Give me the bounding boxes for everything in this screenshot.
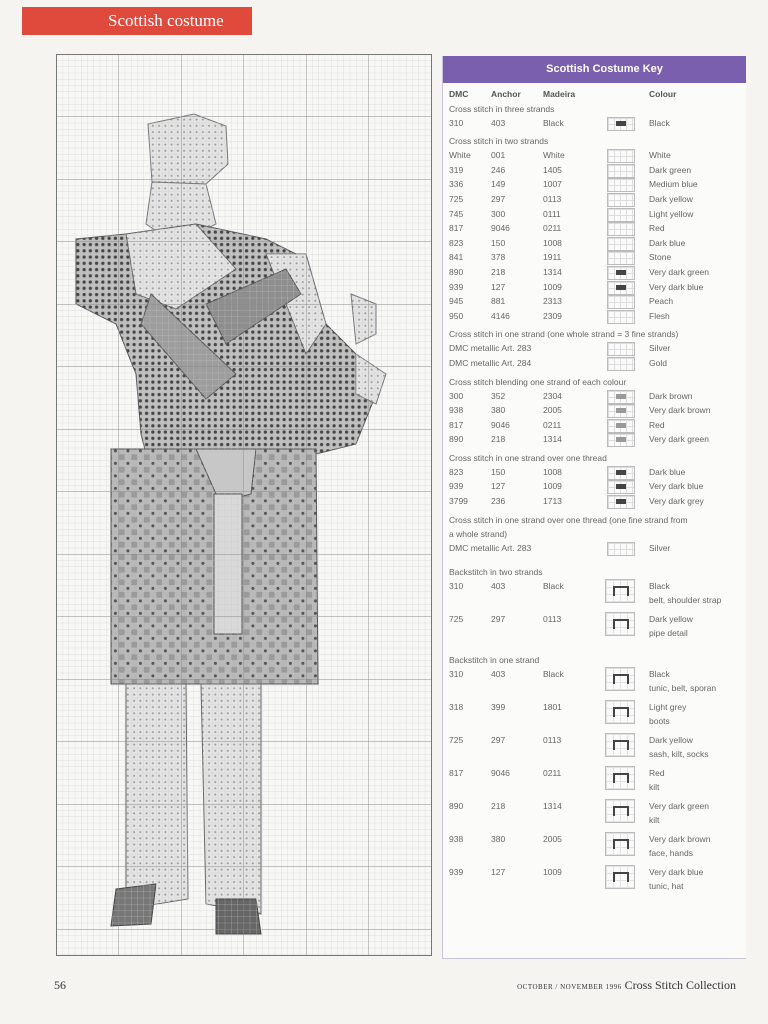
thread-metallic: DMC metallic Art. 284 bbox=[449, 357, 532, 368]
page-title: Scottish costume bbox=[22, 7, 252, 35]
thread-anchor: 352 bbox=[491, 390, 506, 401]
thread-colour: Very dark green bbox=[649, 801, 710, 812]
thread-colour: Very dark brown bbox=[649, 834, 711, 845]
thread-dmc: 310 bbox=[449, 669, 464, 680]
thread-anchor: 300 bbox=[491, 208, 506, 219]
thread-colour: Stone bbox=[649, 252, 672, 263]
symbol-swatch bbox=[607, 542, 635, 556]
backstitch-symbol bbox=[605, 766, 635, 790]
thread-dmc: 823 bbox=[449, 237, 464, 248]
thread-dmc: 336 bbox=[449, 179, 464, 190]
thread-anchor: 246 bbox=[491, 164, 506, 175]
backstitch-symbol bbox=[605, 733, 635, 757]
symbol-swatch bbox=[607, 419, 635, 433]
thread-madeira: 1009 bbox=[543, 481, 562, 492]
thread-madeira: 0211 bbox=[543, 419, 562, 430]
backstitch-symbol bbox=[605, 865, 635, 889]
thread-colour: Light yellow bbox=[649, 208, 694, 219]
symbol-swatch bbox=[607, 208, 635, 222]
thread-madeira: Black bbox=[543, 669, 564, 680]
symbol-swatch bbox=[607, 390, 635, 404]
thread-anchor: 380 bbox=[491, 405, 506, 416]
thread-colour: Light grey bbox=[649, 702, 687, 713]
cross-stitch-chart bbox=[56, 54, 432, 956]
symbol-swatch bbox=[607, 251, 635, 265]
thread-colour: Dark yellow bbox=[649, 735, 693, 746]
symbol-swatch bbox=[607, 193, 635, 207]
thread-colour: Black bbox=[649, 669, 670, 680]
thread-dmc: 318 bbox=[449, 702, 464, 713]
thread-madeira: White bbox=[543, 150, 565, 161]
backstitch-section-label: Backstitch in two strands bbox=[449, 567, 543, 578]
symbol-swatch bbox=[607, 281, 635, 295]
thread-anchor: 4146 bbox=[491, 310, 510, 321]
thread-dmc: 310 bbox=[449, 581, 464, 592]
thread-anchor: 150 bbox=[491, 466, 506, 477]
thread-madeira: 1007 bbox=[543, 179, 562, 190]
key-row bbox=[449, 309, 746, 324]
thread-metallic: DMC metallic Art. 283 bbox=[449, 542, 532, 553]
thread-dmc: 939 bbox=[449, 281, 464, 292]
thread-dmc: 817 bbox=[449, 768, 464, 779]
backstitch-row bbox=[449, 667, 746, 700]
thread-anchor: 127 bbox=[491, 481, 506, 492]
thread-colour: Silver bbox=[649, 343, 671, 354]
backstitch-row bbox=[449, 766, 746, 799]
backstitch-usage: sash, kilt, socks bbox=[649, 749, 709, 760]
backstitch-usage: belt, shoulder strap bbox=[649, 595, 722, 606]
symbol-swatch bbox=[607, 164, 635, 178]
thread-dmc: 3799 bbox=[449, 496, 468, 507]
thread-colour: Dark brown bbox=[649, 390, 693, 401]
key-row bbox=[449, 356, 746, 371]
backstitch-row bbox=[449, 832, 746, 865]
thread-colour: Silver bbox=[649, 542, 671, 553]
backstitch-usage: kilt bbox=[649, 782, 660, 793]
thread-madeira: 0113 bbox=[543, 193, 562, 204]
thread-colour: Gold bbox=[649, 357, 667, 368]
symbol-swatch bbox=[607, 295, 635, 309]
thread-madeira: 2304 bbox=[543, 390, 562, 401]
footer bbox=[517, 978, 736, 993]
thread-dmc: 725 bbox=[449, 193, 464, 204]
thread-dmc: 817 bbox=[449, 223, 464, 234]
thread-colour: Very dark blue bbox=[649, 481, 704, 492]
symbol-swatch bbox=[607, 480, 635, 494]
backstitch-symbol bbox=[605, 612, 635, 636]
key-row bbox=[449, 418, 746, 433]
thread-anchor: 403 bbox=[491, 669, 506, 680]
thread-madeira: 0111 bbox=[543, 208, 561, 219]
thread-dmc: 939 bbox=[449, 867, 464, 878]
thread-anchor: 297 bbox=[491, 614, 506, 625]
thread-madeira: 0211 bbox=[543, 223, 562, 234]
key-section-label: Cross stitch blending one strand of each colour bbox=[449, 376, 627, 387]
backstitch-usage: tunic, belt, sporan bbox=[649, 683, 717, 694]
key-row bbox=[449, 250, 746, 265]
key-row bbox=[449, 432, 746, 447]
thread-dmc: 725 bbox=[449, 614, 464, 625]
key-section-label-cont: a whole strand) bbox=[449, 528, 508, 539]
thread-madeira: 1405 bbox=[543, 164, 562, 175]
symbol-swatch bbox=[607, 237, 635, 251]
symbol-swatch bbox=[607, 266, 635, 280]
thread-anchor: 399 bbox=[491, 702, 506, 713]
thread-colour: Dark green bbox=[649, 164, 692, 175]
thread-madeira: 1314 bbox=[543, 801, 562, 812]
thread-dmc: 890 bbox=[449, 801, 464, 812]
thread-madeira: Black bbox=[543, 581, 564, 592]
symbol-swatch bbox=[607, 466, 635, 480]
thread-dmc: 945 bbox=[449, 296, 464, 307]
thread-madeira: 1314 bbox=[543, 434, 562, 445]
thread-madeira: 0211 bbox=[543, 768, 562, 779]
backstitch-row bbox=[449, 799, 746, 832]
key-row bbox=[449, 177, 746, 192]
thread-anchor: 150 bbox=[491, 237, 506, 248]
backstitch-section-label: Backstitch in one strand bbox=[449, 655, 540, 666]
thread-anchor: 236 bbox=[491, 496, 506, 507]
thread-anchor: 297 bbox=[491, 193, 506, 204]
thread-madeira: 1713 bbox=[543, 496, 562, 507]
thread-anchor: 403 bbox=[491, 117, 506, 128]
thread-colour: Very dark brown bbox=[649, 405, 711, 416]
thread-anchor: 218 bbox=[491, 434, 506, 445]
thread-anchor: 378 bbox=[491, 252, 506, 263]
thread-colour: Very dark grey bbox=[649, 496, 704, 507]
thread-madeira: 1009 bbox=[543, 867, 562, 878]
backstitch-row bbox=[449, 733, 746, 766]
key-section-label: Cross stitch in one strand over one thread bbox=[449, 452, 607, 463]
key-row bbox=[449, 221, 746, 236]
thread-anchor: 001 bbox=[491, 150, 506, 161]
backstitch-symbol bbox=[605, 579, 635, 603]
thread-dmc: 841 bbox=[449, 252, 464, 263]
key-row bbox=[449, 148, 746, 163]
key-row bbox=[449, 192, 746, 207]
thread-colour: Black bbox=[649, 581, 670, 592]
thread-anchor: 218 bbox=[491, 266, 506, 277]
thread-dmc: 310 bbox=[449, 117, 464, 128]
key-column-headers bbox=[449, 87, 746, 102]
key-row bbox=[449, 465, 746, 480]
key-section-label: Cross stitch in two strands bbox=[449, 136, 549, 147]
key-row bbox=[449, 116, 746, 131]
thread-madeira: 2005 bbox=[543, 405, 562, 416]
col-dmc: DMC bbox=[449, 89, 469, 99]
colour-key-panel bbox=[442, 56, 746, 959]
key-row bbox=[449, 479, 746, 494]
backstitch-usage: tunic, hat bbox=[649, 881, 684, 892]
thread-dmc: 939 bbox=[449, 481, 464, 492]
thread-madeira: 1911 bbox=[543, 252, 562, 263]
thread-madeira: Black bbox=[543, 117, 564, 128]
key-row bbox=[449, 294, 746, 309]
thread-colour: Very dark blue bbox=[649, 867, 704, 878]
thread-madeira: 1801 bbox=[543, 702, 562, 713]
key-section-label: Cross stitch in three strands bbox=[449, 103, 555, 114]
symbol-swatch bbox=[607, 404, 635, 418]
key-row bbox=[449, 207, 746, 222]
thread-dmc: 890 bbox=[449, 266, 464, 277]
thread-colour: Dark blue bbox=[649, 466, 686, 477]
backstitch-usage: boots bbox=[649, 716, 670, 727]
thread-anchor: 149 bbox=[491, 179, 506, 190]
footer-magazine: Cross Stitch Collection bbox=[624, 978, 736, 992]
thread-dmc: 745 bbox=[449, 208, 464, 219]
key-row bbox=[449, 265, 746, 280]
thread-madeira: 1314 bbox=[543, 266, 562, 277]
thread-dmc: 319 bbox=[449, 164, 464, 175]
backstitch-symbol bbox=[605, 700, 635, 724]
thread-madeira: 2313 bbox=[543, 296, 562, 307]
thread-colour: Red bbox=[649, 223, 665, 234]
key-row bbox=[449, 541, 746, 556]
thread-anchor: 218 bbox=[491, 801, 506, 812]
symbol-swatch bbox=[607, 433, 635, 447]
key-row bbox=[449, 236, 746, 251]
backstitch-symbol bbox=[605, 832, 635, 856]
thread-colour: White bbox=[649, 150, 671, 161]
col-colour: Colour bbox=[649, 89, 677, 99]
thread-metallic: DMC metallic Art. 283 bbox=[449, 343, 532, 354]
key-row bbox=[449, 280, 746, 295]
symbol-swatch bbox=[607, 178, 635, 192]
thread-colour: Black bbox=[649, 117, 670, 128]
thread-madeira: 2309 bbox=[543, 310, 562, 321]
thread-anchor: 403 bbox=[491, 581, 506, 592]
thread-colour: Very dark blue bbox=[649, 281, 704, 292]
thread-dmc: 300 bbox=[449, 390, 464, 401]
thread-madeira: 2005 bbox=[543, 834, 562, 845]
thread-colour: Very dark green bbox=[649, 266, 710, 277]
backstitch-symbol bbox=[605, 799, 635, 823]
key-heading: Scottish Costume Key bbox=[443, 56, 746, 83]
key-row bbox=[449, 341, 746, 356]
thread-dmc: 817 bbox=[449, 419, 464, 430]
page-number: 56 bbox=[54, 978, 66, 992]
thread-anchor: 881 bbox=[491, 296, 506, 307]
symbol-swatch bbox=[607, 310, 635, 324]
backstitch-row bbox=[449, 579, 746, 612]
symbol-swatch bbox=[607, 149, 635, 163]
symbol-swatch bbox=[607, 117, 635, 131]
backstitch-usage: kilt bbox=[649, 815, 660, 826]
backstitch-usage: pipe detail bbox=[649, 628, 688, 639]
thread-colour: Red bbox=[649, 768, 665, 779]
backstitch-usage: face, hands bbox=[649, 848, 693, 859]
thread-colour: Dark blue bbox=[649, 237, 686, 248]
key-row bbox=[449, 163, 746, 178]
thread-dmc: 823 bbox=[449, 466, 464, 477]
thread-dmc: 890 bbox=[449, 434, 464, 445]
backstitch-row bbox=[449, 700, 746, 733]
symbol-swatch bbox=[607, 342, 635, 356]
backstitch-row bbox=[449, 865, 746, 898]
thread-anchor: 9046 bbox=[491, 223, 510, 234]
thread-dmc: 938 bbox=[449, 834, 464, 845]
key-row bbox=[449, 389, 746, 404]
thread-madeira: 0113 bbox=[543, 614, 562, 625]
thread-colour: Red bbox=[649, 419, 665, 430]
col-anchor: Anchor bbox=[491, 89, 521, 99]
thread-dmc: 725 bbox=[449, 735, 464, 746]
symbol-swatch bbox=[607, 495, 635, 509]
symbol-swatch bbox=[607, 357, 635, 371]
thread-colour: Peach bbox=[649, 296, 674, 307]
thread-colour: Flesh bbox=[649, 310, 670, 321]
backstitch-symbol bbox=[605, 667, 635, 691]
thread-dmc: 938 bbox=[449, 405, 464, 416]
key-row bbox=[449, 494, 746, 509]
col-madeira: Madeira bbox=[543, 89, 576, 99]
thread-madeira: 1008 bbox=[543, 237, 562, 248]
thread-colour: Dark yellow bbox=[649, 193, 693, 204]
thread-dmc: 950 bbox=[449, 310, 464, 321]
thread-anchor: 380 bbox=[491, 834, 506, 845]
thread-anchor: 9046 bbox=[491, 419, 510, 430]
key-section-label: Cross stitch in one strand over one thread (one fine strand from bbox=[449, 514, 688, 525]
thread-madeira: 0113 bbox=[543, 735, 562, 746]
thread-anchor: 9046 bbox=[491, 768, 510, 779]
thread-colour: Dark yellow bbox=[649, 614, 693, 625]
thread-anchor: 297 bbox=[491, 735, 506, 746]
thread-dmc: White bbox=[449, 150, 471, 161]
footer-issue: OCTOBER / NOVEMBER 1996 bbox=[517, 983, 622, 991]
thread-anchor: 127 bbox=[491, 281, 506, 292]
thread-madeira: 1009 bbox=[543, 281, 562, 292]
thread-colour: Very dark green bbox=[649, 434, 710, 445]
key-body bbox=[443, 83, 746, 898]
key-row bbox=[449, 403, 746, 418]
thread-madeira: 1008 bbox=[543, 466, 562, 477]
thread-colour: Medium blue bbox=[649, 179, 698, 190]
key-section-label: Cross stitch in one strand (one whole strand = 3 fine strands) bbox=[449, 329, 679, 340]
symbol-swatch bbox=[607, 222, 635, 236]
thread-anchor: 127 bbox=[491, 867, 506, 878]
backstitch-row bbox=[449, 612, 746, 645]
